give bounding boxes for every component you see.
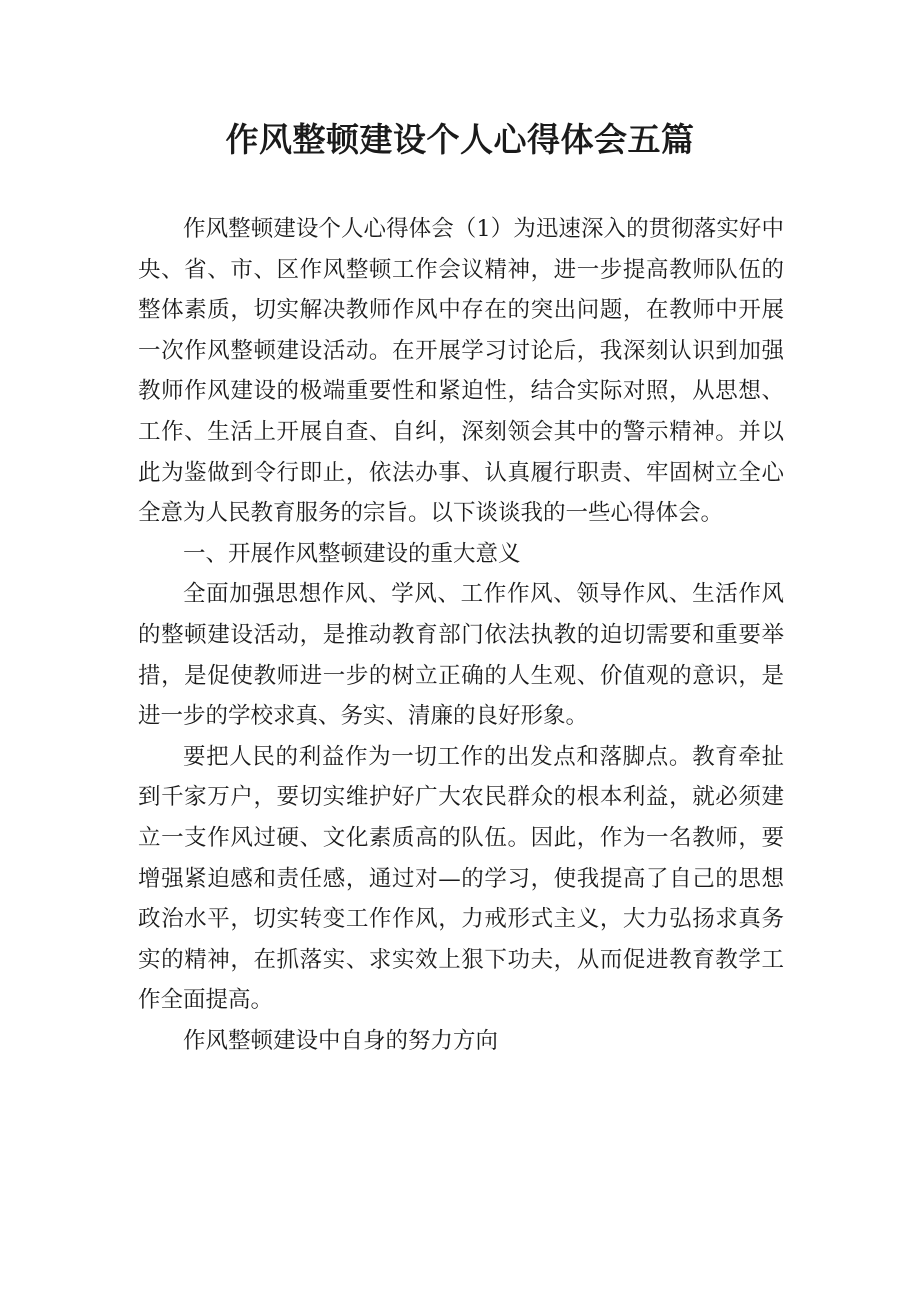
section-heading-direction: 作风整顿建设中自身的努力方向 [183,1027,499,1054]
document-title: 作风整顿建设个人心得体会五篇 [225,120,695,159]
intro-paragraph: 作风整顿建设个人心得体会（1）为迅速深入的贯彻落实好中央、省、市、区作风整顿工作会议精神，进一步提高教师队伍的整体素质，切实解决教师作风中存在的突出问题，在教师中开展一次作风整顿建设活动。在开展学习讨论后，我深刻认识到加强教师作风建设的极端重要性和紧迫性，结合实际对照，从思想、工作、生活上开展自查、自纠，深刻领会其中的警示精神。并以此为鉴做到令行即止，依法办事、认真履行职责、牢固树立全心全意为人民教育服务的宗旨。以下谈谈我的一些心得体会。 [138,216,784,527]
significance-paragraph: 全面加强思想作风、学风、工作作风、领导作风、生活作风的整顿建设活动，是推动教育部门依法执教的迫切需要和重要举措，是促使教师进一步的树立正确的人生观、价值观的意识，是进一步的学校求真、务实、清廉的良好形象。 [138,581,784,730]
section-heading-significance: 一、开展作风整顿建设的重大意义 [183,540,521,567]
people-interest-paragraph: 要把人民的利益作为一切工作的出发点和落脚点。教育牵扯到千家万户，要切实维护好广大农民群众的根本利益，就必须建立一支作风过硬、文化素质高的队伍。因此，作为一名教师，要增强紧迫感和责任感，通过对—的学习，使我提高了自己的思想政治水平，切实转变工作作风，力戒形式主义，大力弘扬求真务实的精神，在抓落实、求实效上狠下功夫，从而促进教育教学工作全面提高。 [138,743,784,1014]
document-body [138,209,784,1061]
